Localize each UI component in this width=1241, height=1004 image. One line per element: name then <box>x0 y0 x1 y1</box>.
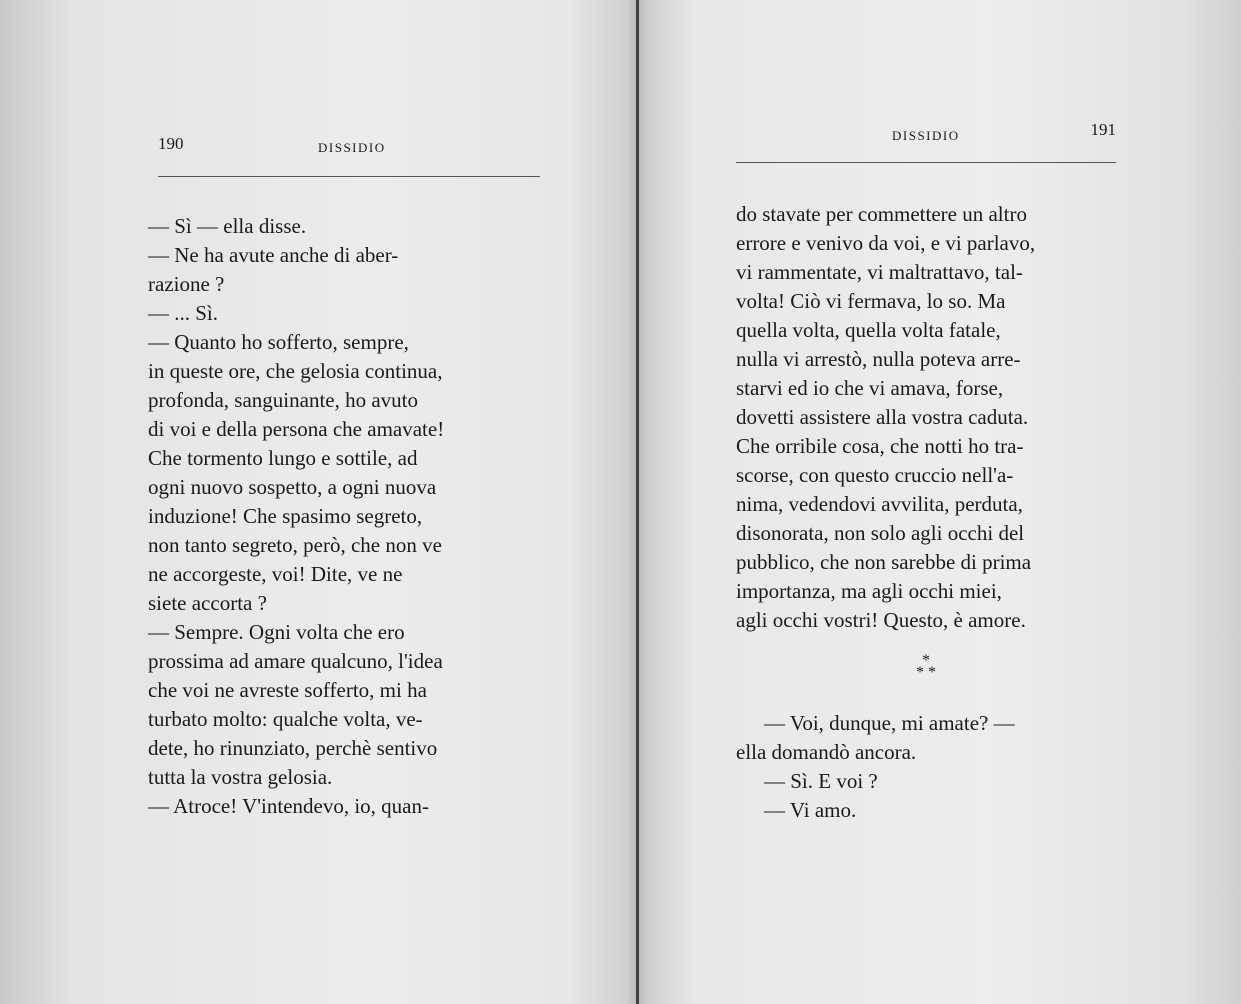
text-line: quella volta, quella volta fatale, <box>736 318 1001 342</box>
right-page <box>736 120 1116 822</box>
text-line: induzione! Che spasimo segreto, <box>148 504 423 528</box>
right-page-text <box>736 200 1116 825</box>
text-line: — Vi amo. <box>764 798 857 822</box>
text-line: di voi e della persona che amavate! <box>148 417 445 441</box>
text-line: scorse, con questo cruccio nell'a- <box>736 463 1014 487</box>
asterism-bottom: * * <box>916 664 936 681</box>
left-running-head: DISSIDIO <box>318 140 386 155</box>
book-gutter <box>636 0 639 1004</box>
text-line: do stavate per commettere un altro <box>736 202 1027 226</box>
text-line: vi rammentate, vi maltrattavo, tal- <box>736 260 1023 284</box>
text-line: in queste ore, che gelosia continua, <box>148 359 443 383</box>
text-line: importanza, ma agli occhi miei, <box>736 579 1002 603</box>
text-line: ne accorgeste, voi! Dite, ve ne <box>148 562 403 586</box>
left-page-text <box>148 212 540 821</box>
text-line: — Voi, dunque, mi amate? — <box>764 711 1015 735</box>
text-line: pubblico, che non sarebbe di prima <box>736 550 1032 574</box>
right-page-header <box>736 120 1116 164</box>
text-line: nulla vi arrestò, nulla poteva arre- <box>736 347 1021 371</box>
text-line: profonda, sanguinante, ho avuto <box>148 388 419 412</box>
text-line: — Sì — ella disse. <box>148 214 307 238</box>
text-line: — Ne ha avute anche di aber- <box>148 243 399 267</box>
text-line: ella domandò ancora. <box>736 740 917 764</box>
text-line: tutta la vostra gelosia. <box>148 765 333 789</box>
text-line: disonorata, non solo agli occhi del <box>736 521 1025 545</box>
text-line: — Quanto ho sofferto, sempre, <box>148 330 409 354</box>
left-page <box>148 130 540 818</box>
text-line: prossima ad amare qualcuno, l'idea <box>148 649 443 673</box>
left-header-rule <box>158 176 540 177</box>
text-line: starvi ed io che vi amava, forse, <box>736 376 1004 400</box>
text-line: Che tormento lungo e sottile, ad <box>148 446 418 470</box>
text-line: ogni nuovo sospetto, a ogni nuova <box>148 475 437 499</box>
text-line: — Atroce! V'intendevo, io, quan- <box>148 794 429 818</box>
text-line: siete accorta ? <box>148 591 267 615</box>
text-line: agli occhi vostri! Questo, è amore. <box>736 608 1026 632</box>
text-line: — ... Sì. <box>148 301 219 325</box>
text-line: volta! Ciò vi fermava, lo so. Ma <box>736 289 1006 313</box>
text-line: — Sì. E voi ? <box>764 769 878 793</box>
text-line: turbato molto: qualche volta, ve- <box>148 707 423 731</box>
left-page-number: 190 <box>158 134 184 153</box>
text-line: non tanto segreto, però, che non ve <box>148 533 442 557</box>
section-break-asterism <box>736 652 1116 691</box>
text-line: che voi ne avreste sofferto, mi ha <box>148 678 427 702</box>
text-line: nima, vedendovi avvilita, perduta, <box>736 492 1023 516</box>
right-page-number: 191 <box>1090 120 1116 139</box>
text-line: razione ? <box>148 272 225 296</box>
text-line: dovetti assistere alla vostra caduta. <box>736 405 1029 429</box>
left-page-header <box>148 130 540 174</box>
right-header-rule <box>736 162 1116 163</box>
text-line: Che orribile cosa, che notti ho tra- <box>736 434 1024 458</box>
text-line: — Sempre. Ogni volta che ero <box>148 620 405 644</box>
right-running-head: DISSIDIO <box>892 128 960 143</box>
text-line: dete, ho rinunziato, perchè sentivo <box>148 736 438 760</box>
asterism-top: * <box>922 652 930 669</box>
text-line: errore e venivo da voi, e vi parlavo, <box>736 231 1036 255</box>
